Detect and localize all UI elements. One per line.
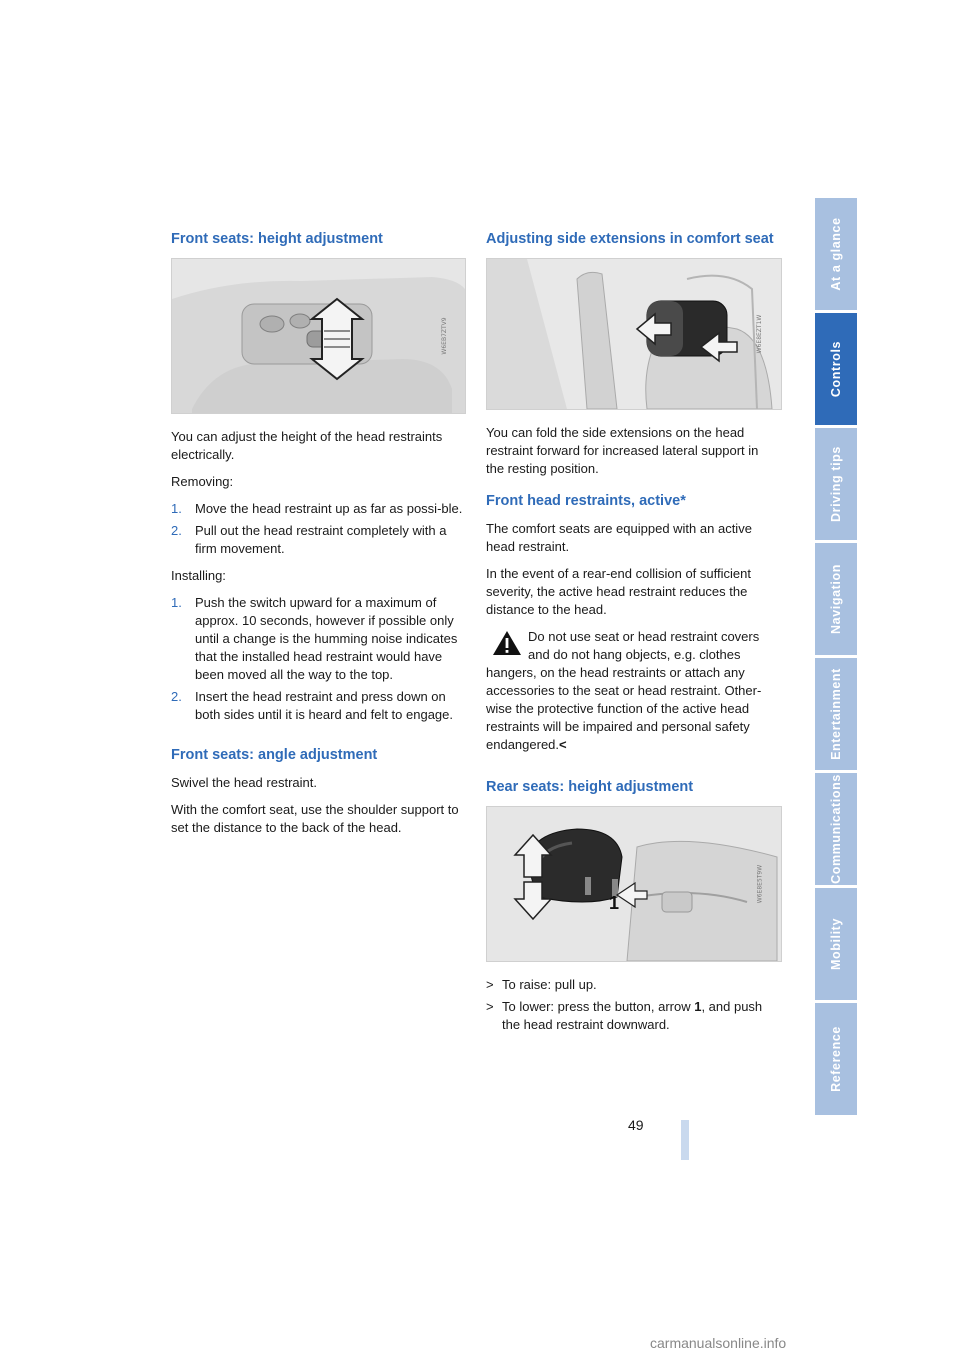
rear-bullets xyxy=(486,976,780,1034)
figure-code: W6EB7ZTV9 xyxy=(440,317,448,355)
tab-navigation[interactable]: Navigation xyxy=(815,543,857,658)
side-extension-text: You can fold the side extensions on the head restraint forward for increased lateral support in the resting position. xyxy=(486,425,759,476)
active-p2: In the event of a rear-end collision of sufficient severity, the active head restraint reduces the distance to the head. xyxy=(486,566,751,617)
tab-communications[interactable]: Communications xyxy=(815,773,857,888)
tab-at-a-glance[interactable]: At a glance xyxy=(815,198,857,313)
watermark: carmanualsonline.info xyxy=(650,1335,787,1351)
list-item: 2. Insert the head restraint and press down on both sides until it is heard and felt to engage. xyxy=(171,689,454,722)
angle-p1: Swivel the head restraint. xyxy=(171,775,317,790)
right-column xyxy=(486,230,780,1038)
section-title-side-extensions: Adjusting side extensions in comfort seat xyxy=(486,231,774,247)
tab-driving-tips[interactable]: Driving tips xyxy=(815,428,857,543)
figure-code: W6E8EZT1W xyxy=(756,314,764,354)
page-number: 49 xyxy=(628,1117,644,1133)
list-item: > To raise: pull up. xyxy=(486,977,597,992)
section-title-rear: Rear seats: height adjustment xyxy=(486,779,694,795)
warning-text: Do not use seat or head restraint covers and do not hang objects, e.g. clothes hangers, on the head restraints or attach any accessories to the seat or head restraint. Other-wise the protective function of the active head restraints will be impaired and personal safety endangered. xyxy=(486,629,762,752)
list-item: 2. Pull out the head restraint completely with a firm movement. xyxy=(171,523,447,556)
removing-steps xyxy=(171,500,464,558)
active-p1: The comfort seats are equipped with an active head restraint. xyxy=(486,521,752,554)
figure-front-seat-switch xyxy=(171,258,466,414)
tab-entertainment[interactable]: Entertainment xyxy=(815,658,857,773)
angle-p2: With the comfort seat, use the shoulder support to set the distance to the back of the head. xyxy=(171,802,459,835)
seat-switch-illustration xyxy=(172,259,465,413)
installing-steps xyxy=(171,594,464,724)
end-mark: < xyxy=(559,737,567,752)
tab-mobility[interactable]: Mobility xyxy=(815,888,857,1003)
tab-reference[interactable]: Reference xyxy=(815,1003,857,1118)
height-intro: You can adjust the height of the head restraints electrically. xyxy=(171,429,443,462)
rear-seat-illustration xyxy=(487,807,781,961)
left-column xyxy=(171,230,464,846)
figure-rear-seat xyxy=(486,806,782,962)
figure-code: W6E8E5T9W xyxy=(756,864,764,904)
side-extension-illustration xyxy=(487,259,781,409)
section-title-height: Front seats: height adjustment xyxy=(171,231,383,247)
installing-label: Installing: xyxy=(171,568,226,583)
warning-icon xyxy=(492,630,522,656)
removing-label: Removing: xyxy=(171,474,234,489)
list-item: 1. Move the head restraint up as far as possi-ble. xyxy=(171,501,463,516)
list-item: 1. Push the switch upward for a maximum of approx. 10 seconds, however if possible only until a change is the humming noise indicates that the installed head restraint would have been moved all the way to the top. xyxy=(171,595,458,682)
warning-note xyxy=(486,628,780,754)
section-title-angle: Front seats: angle adjustment xyxy=(171,747,378,763)
page-number-bar xyxy=(681,1120,689,1160)
figure-side-extensions xyxy=(486,258,782,410)
list-item: > To lower: press the button, arrow 1, and push the head restraint downward. xyxy=(486,999,763,1032)
chapter-sidebar xyxy=(815,198,857,1118)
section-title-active: Front head restraints, active* xyxy=(486,493,686,509)
arrow-1-label: 1 xyxy=(609,893,620,913)
tab-controls[interactable]: Controls xyxy=(815,313,857,428)
